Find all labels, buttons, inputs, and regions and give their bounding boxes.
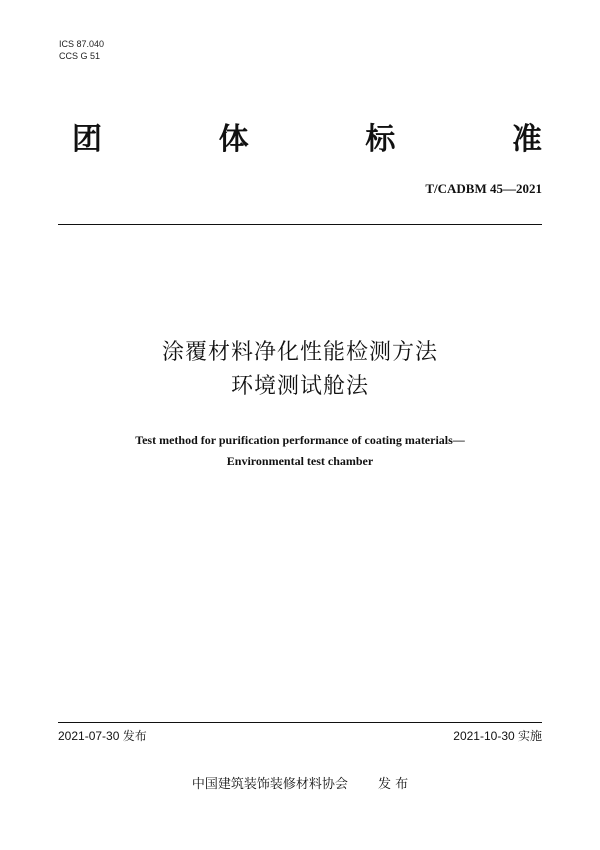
ccs-code: CCS G 51: [59, 51, 101, 61]
standard-type-char-4: 准: [511, 122, 542, 157]
issuer-name: 中国建筑装饰装修材料协会: [191, 777, 348, 792]
classification-codes: [59, 38, 104, 62]
bottom-divider: [58, 722, 542, 723]
chinese-title: [0, 336, 600, 404]
english-title: [0, 430, 600, 472]
english-title-line-1: Test method for purification performance of coating materials—: [135, 433, 465, 447]
standard-type-char-3: 标: [365, 122, 396, 157]
issuer-action: 发 布: [377, 777, 409, 792]
standard-number: T/CADBM 45—2021: [425, 181, 542, 196]
ics-code: ICS 87.040: [59, 39, 105, 49]
top-divider: [58, 224, 542, 225]
implement-date: 2021-10-30 实施: [453, 729, 542, 743]
publish-date: 2021-07-30 发布: [58, 729, 147, 743]
standard-type-heading: [72, 118, 542, 162]
chinese-title-line-2: 环境测试舱法: [230, 374, 369, 399]
english-title-line-2: Environmental test chamber: [226, 454, 374, 468]
standard-type-char-2: 体: [218, 122, 249, 157]
chinese-title-line-1: 涂覆材料净化性能检测方法: [161, 340, 438, 365]
issuer-line: [0, 773, 600, 792]
standard-type-char-1: 团: [72, 122, 102, 157]
